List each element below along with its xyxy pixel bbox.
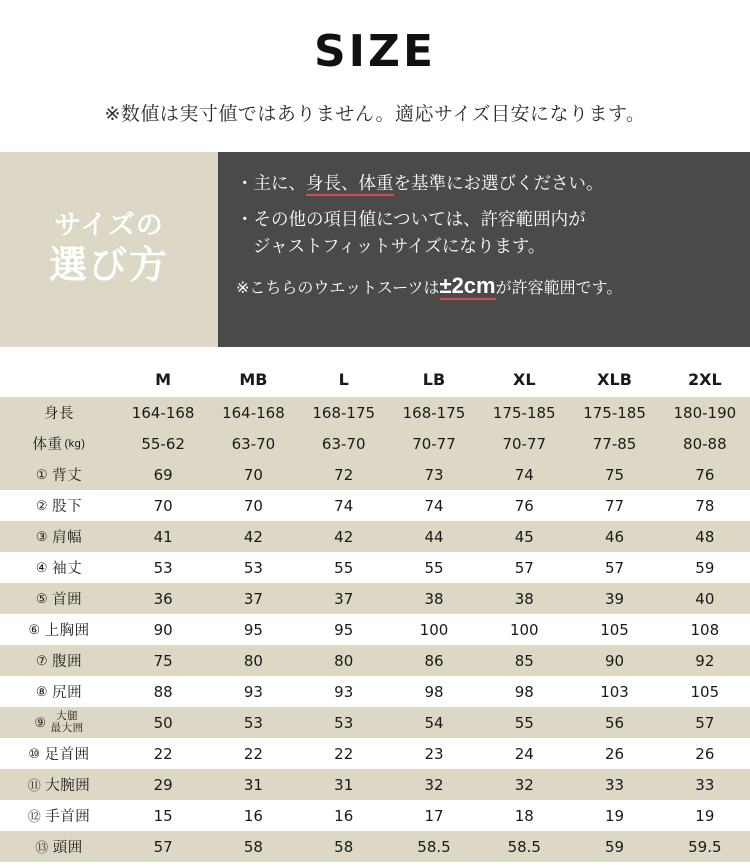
row-label (0, 428, 118, 459)
table-cell: 23 (389, 738, 479, 769)
table-cell: 57 (479, 552, 569, 583)
col-header-6: 2XL (660, 361, 750, 397)
table-cell: 80 (299, 645, 389, 676)
table-row (0, 459, 750, 490)
row-label-text: 股下 (52, 499, 83, 515)
table-cell: 85 (479, 645, 569, 676)
table-cell: 168-175 (299, 397, 389, 428)
table-row (0, 428, 750, 459)
header-corner (0, 361, 118, 397)
row-label (0, 459, 118, 490)
table-row (0, 676, 750, 707)
table-cell: 58.5 (389, 831, 479, 862)
col-header-1: MB (208, 361, 298, 397)
table-cell: 32 (389, 769, 479, 800)
table-cell: 45 (479, 521, 569, 552)
table-cell: 19 (660, 800, 750, 831)
how-to-choose-banner (0, 152, 750, 347)
table-cell: 55-62 (118, 428, 208, 459)
table-row (0, 552, 750, 583)
table-cell: 86 (389, 645, 479, 676)
row-index: ⑩ (28, 745, 41, 761)
bullet2-line1: ・その他の項目値については、許容範囲内が (236, 209, 586, 230)
row-label (0, 831, 118, 862)
table-cell: 70 (208, 490, 298, 521)
col-header-2: L (299, 361, 389, 397)
banner-heading-line1: サイズの (54, 210, 164, 241)
row-index: ⑧ (35, 683, 49, 699)
table-cell: 57 (660, 707, 750, 738)
table-cell: 26 (660, 738, 750, 769)
table-cell: 100 (479, 614, 569, 645)
table-cell: 76 (660, 459, 750, 490)
row-index: ⑨ (34, 714, 47, 730)
table-cell: 69 (118, 459, 208, 490)
table-header-row (0, 361, 750, 397)
banner-bullet-1 (236, 170, 736, 196)
table-cell: 31 (299, 769, 389, 800)
row-index: ⑬ (35, 840, 49, 855)
table-row (0, 397, 750, 428)
table-cell: 63-70 (299, 428, 389, 459)
col-header-5: XLB (569, 361, 659, 397)
table-cell: 40 (660, 583, 750, 614)
table-cell: 74 (389, 490, 479, 521)
row-label (0, 645, 118, 676)
table-cell: 37 (208, 583, 298, 614)
table-cell: 59 (569, 831, 659, 862)
table-row (0, 769, 750, 800)
table-row (0, 521, 750, 552)
table-cell: 98 (479, 676, 569, 707)
table-cell: 54 (389, 707, 479, 738)
table-cell: 16 (208, 800, 298, 831)
table-cell: 70 (208, 459, 298, 490)
row-index: ⑥ (28, 621, 41, 637)
table-cell: 73 (389, 459, 479, 490)
table-cell: 80 (208, 645, 298, 676)
table-cell: 56 (569, 707, 659, 738)
row-label-text: 大腿 最大囲 (50, 710, 84, 734)
table-cell: 75 (118, 645, 208, 676)
table-row (0, 614, 750, 645)
row-label-text: 上胸囲 (44, 623, 90, 639)
table-cell: 100 (389, 614, 479, 645)
col-header-3: LB (389, 361, 479, 397)
table-cell: 50 (118, 707, 208, 738)
table-cell: 22 (299, 738, 389, 769)
table-row (0, 583, 750, 614)
table-cell: 15 (118, 800, 208, 831)
bullet2-line2: ジャストフィットサイズになります。 (253, 235, 546, 256)
row-index: ⑦ (35, 652, 49, 668)
table-cell: 180-190 (660, 397, 750, 428)
row-label (0, 583, 118, 614)
col-header-4: XL (479, 361, 569, 397)
row-label-text: 腹囲 (52, 654, 83, 670)
table-cell: 38 (479, 583, 569, 614)
table-cell: 108 (660, 614, 750, 645)
table-cell: 41 (118, 521, 208, 552)
table-cell: 77 (569, 490, 659, 521)
table-cell: 98 (389, 676, 479, 707)
table-cell: 53 (118, 552, 208, 583)
page-title: SIZE (313, 26, 437, 77)
row-label (0, 552, 118, 583)
row-label-text: 肩幅 (52, 530, 83, 546)
banner-note (236, 269, 736, 302)
table-cell: 90 (118, 614, 208, 645)
row-label-text: 背丈 (52, 468, 83, 484)
page-subtitle: ※数値は実寸値ではありません。適応サイズ目安になります。 (104, 104, 646, 125)
table-row (0, 490, 750, 521)
table-cell: 95 (208, 614, 298, 645)
size-table (0, 361, 750, 862)
table-cell: 46 (569, 521, 659, 552)
row-label (0, 397, 118, 428)
table-cell: 59.5 (660, 831, 750, 862)
table-cell: 78 (660, 490, 750, 521)
row-label-text: 身長 (44, 406, 74, 422)
table-cell: 18 (479, 800, 569, 831)
banner-bullet-2 (236, 206, 736, 259)
table-cell: 22 (208, 738, 298, 769)
table-cell: 37 (299, 583, 389, 614)
table-cell: 92 (660, 645, 750, 676)
table-cell: 36 (118, 583, 208, 614)
table-cell: 55 (389, 552, 479, 583)
row-label (0, 769, 118, 800)
col-header-0: M (118, 361, 208, 397)
table-cell: 95 (299, 614, 389, 645)
table-cell: 175-185 (569, 397, 659, 428)
table-cell: 164-168 (118, 397, 208, 428)
row-label-text: 首囲 (52, 592, 83, 608)
table-cell: 88 (118, 676, 208, 707)
table-row (0, 738, 750, 769)
row-label-text: 尻囲 (52, 685, 83, 701)
table-cell: 53 (208, 707, 298, 738)
table-cell: 55 (479, 707, 569, 738)
table-cell: 57 (118, 831, 208, 862)
table-cell: 168-175 (389, 397, 479, 428)
row-label-text: 足首囲 (44, 747, 90, 763)
row-label-text: 体重 (32, 437, 63, 453)
row-label-unit: (kg) (64, 437, 86, 450)
row-label (0, 490, 118, 521)
row-label (0, 614, 118, 645)
table-cell: 33 (569, 769, 659, 800)
table-cell: 58 (208, 831, 298, 862)
table-row (0, 831, 750, 862)
table-cell: 75 (569, 459, 659, 490)
table-cell: 74 (479, 459, 569, 490)
table-cell: 80-88 (660, 428, 750, 459)
row-label-text: 手首囲 (45, 809, 91, 825)
bullet1-post: を基準にお選びください。 (393, 173, 604, 193)
table-cell: 38 (389, 583, 479, 614)
row-label-text: 大腕囲 (45, 778, 91, 794)
table-cell: 24 (479, 738, 569, 769)
table-cell: 70 (118, 490, 208, 521)
row-label (0, 707, 118, 738)
row-index: ③ (35, 528, 49, 544)
table-row (0, 800, 750, 831)
table-cell: 33 (660, 769, 750, 800)
row-label (0, 738, 118, 769)
table-cell: 103 (569, 676, 659, 707)
table-cell: 32 (479, 769, 569, 800)
table-cell: 93 (208, 676, 298, 707)
bullet1-pre: ・主に、 (236, 173, 306, 193)
row-index: ⑪ (27, 778, 42, 793)
bullet1-underline: 身長、体重 (306, 173, 394, 196)
table-cell: 29 (118, 769, 208, 800)
table-cell: 58.5 (479, 831, 569, 862)
banner-heading-line2: 選び方 (48, 245, 169, 288)
table-cell: 105 (569, 614, 659, 645)
table-cell: 57 (569, 552, 659, 583)
table-cell: 22 (118, 738, 208, 769)
banner-body (218, 152, 750, 347)
note-tolerance: ±2cm (439, 272, 496, 298)
table-cell: 74 (299, 490, 389, 521)
row-index: ⑫ (27, 809, 42, 824)
table-cell: 93 (299, 676, 389, 707)
note-post: が許容範囲です。 (495, 279, 623, 297)
banner-heading (0, 152, 218, 347)
table-cell: 76 (479, 490, 569, 521)
table-cell: 53 (299, 707, 389, 738)
table-cell: 58 (299, 831, 389, 862)
row-label (0, 676, 118, 707)
row-index: ⑤ (35, 590, 49, 606)
table-cell: 90 (569, 645, 659, 676)
table-cell: 72 (299, 459, 389, 490)
table-cell: 59 (660, 552, 750, 583)
table-cell: 164-168 (208, 397, 298, 428)
table-cell: 175-185 (479, 397, 569, 428)
row-label (0, 521, 118, 552)
table-cell: 48 (660, 521, 750, 552)
table-cell: 26 (569, 738, 659, 769)
row-label (0, 800, 118, 831)
table-cell: 42 (208, 521, 298, 552)
table-cell: 70-77 (389, 428, 479, 459)
row-index: ④ (35, 559, 49, 575)
note-pre: ※こちらのウエットスーツは (236, 279, 440, 297)
table-cell: 53 (208, 552, 298, 583)
table-cell: 63-70 (208, 428, 298, 459)
row-label-text: 頭囲 (52, 840, 83, 856)
table-cell: 39 (569, 583, 659, 614)
table-cell: 44 (389, 521, 479, 552)
table-body (0, 397, 750, 862)
table-cell: 19 (569, 800, 659, 831)
table-cell: 42 (299, 521, 389, 552)
row-index: ② (35, 497, 49, 513)
table-cell: 17 (389, 800, 479, 831)
table-cell: 16 (299, 800, 389, 831)
table-cell: 31 (208, 769, 298, 800)
table-cell: 105 (660, 676, 750, 707)
row-label-text: 袖丈 (52, 561, 83, 577)
table-row (0, 645, 750, 676)
table-cell: 55 (299, 552, 389, 583)
table-row (0, 707, 750, 738)
row-index: ① (35, 466, 49, 482)
table-cell: 70-77 (479, 428, 569, 459)
table-cell: 77-85 (569, 428, 659, 459)
